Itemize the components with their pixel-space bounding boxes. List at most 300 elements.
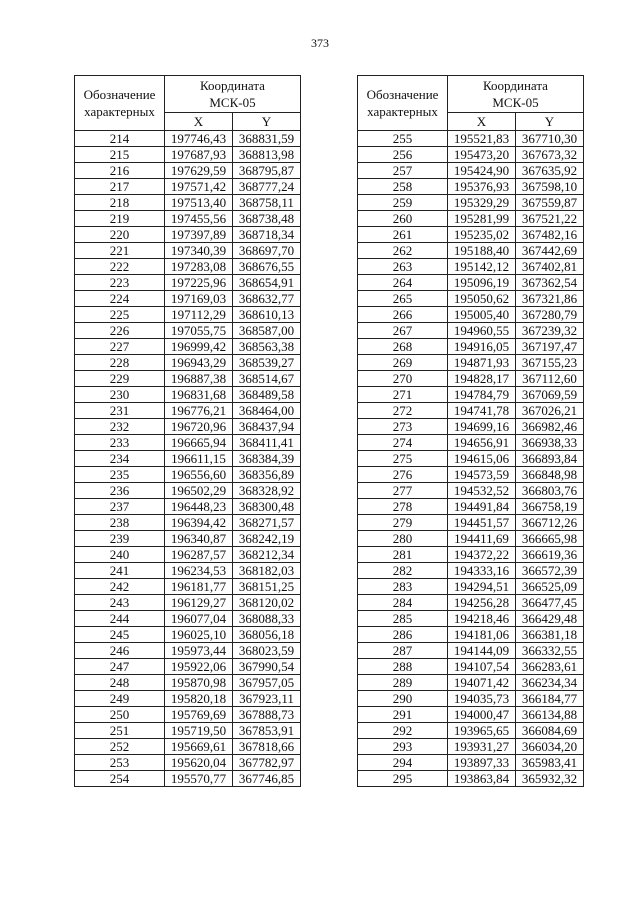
y-coordinate-cell: 368328,92 [233,483,301,499]
table-row [75,195,301,211]
table-row [75,275,301,291]
table-row [75,691,301,707]
y-coordinate-cell: 368654,91 [233,275,301,291]
y-coordinate-cell: 365983,41 [516,755,584,771]
table-row [358,531,584,547]
y-coordinate-cell: 366712,26 [516,515,584,531]
x-coordinate-cell: 195669,61 [165,739,233,755]
table-row [75,131,301,147]
x-coordinate-cell: 197340,39 [165,243,233,259]
table-row [75,563,301,579]
point-id-cell: 215 [75,147,165,163]
point-id-cell: 276 [358,467,448,483]
x-coordinate-cell: 195473,20 [448,147,516,163]
x-coordinate-cell: 194784,79 [448,387,516,403]
y-coordinate-cell: 366283,61 [516,659,584,675]
table-row [358,275,584,291]
header-designation-line: Обозначение [83,87,156,102]
y-coordinate-cell: 368539,27 [233,355,301,371]
x-coordinate-cell: 195424,90 [448,163,516,179]
table-row [75,483,301,499]
x-coordinate-cell: 196077,04 [165,611,233,627]
y-coordinate-cell: 366381,18 [516,627,584,643]
table-row [75,403,301,419]
x-coordinate-cell: 194451,57 [448,515,516,531]
table-row [75,659,301,675]
y-coordinate-cell: 368831,59 [233,131,301,147]
header-coordinate-line: МСК-05 [209,95,256,110]
x-coordinate-cell: 194333,16 [448,563,516,579]
x-coordinate-cell: 195188,40 [448,243,516,259]
x-coordinate-cell: 194828,17 [448,371,516,387]
y-coordinate-cell: 366848,98 [516,467,584,483]
y-coordinate-cell: 366572,39 [516,563,584,579]
table-row [75,531,301,547]
y-coordinate-cell: 367635,92 [516,163,584,179]
point-id-cell: 282 [358,563,448,579]
x-coordinate-cell: 194491,84 [448,499,516,515]
y-coordinate-cell: 366429,48 [516,611,584,627]
y-coordinate-cell: 368697,70 [233,243,301,259]
x-coordinate-cell: 197225,96 [165,275,233,291]
y-coordinate-cell: 368610,13 [233,307,301,323]
y-coordinate-cell: 366893,84 [516,451,584,467]
table-row [75,147,301,163]
point-id-cell: 224 [75,291,165,307]
x-coordinate-cell: 194960,55 [448,323,516,339]
header-y: Y [516,113,584,131]
table-row [358,675,584,691]
point-id-cell: 261 [358,227,448,243]
point-id-cell: 242 [75,579,165,595]
table-row [358,627,584,643]
y-coordinate-cell: 367853,91 [233,723,301,739]
table-row [358,515,584,531]
page-number: 373 [311,36,329,50]
table-row [358,483,584,499]
point-id-cell: 218 [75,195,165,211]
point-id-cell: 232 [75,419,165,435]
table-row [358,387,584,403]
y-coordinate-cell: 368587,00 [233,323,301,339]
x-coordinate-cell: 194144,09 [448,643,516,659]
y-coordinate-cell: 366477,45 [516,595,584,611]
point-id-cell: 216 [75,163,165,179]
header-designation-line: характерных [84,104,155,119]
y-coordinate-cell: 368632,77 [233,291,301,307]
y-coordinate-cell: 367710,30 [516,131,584,147]
y-coordinate-cell: 367026,21 [516,403,584,419]
x-coordinate-cell: 196556,60 [165,467,233,483]
table-row [75,723,301,739]
x-coordinate-cell: 197397,89 [165,227,233,243]
table-row [75,435,301,451]
x-coordinate-cell: 195973,44 [165,643,233,659]
header-coordinate-line: Координата [483,78,548,93]
y-coordinate-cell: 366803,76 [516,483,584,499]
y-coordinate-cell: 367280,79 [516,307,584,323]
y-coordinate-cell: 368151,25 [233,579,301,595]
x-coordinate-cell: 197571,42 [165,179,233,195]
x-coordinate-cell: 196887,38 [165,371,233,387]
y-coordinate-cell: 368514,67 [233,371,301,387]
y-coordinate-cell: 366665,98 [516,531,584,547]
y-coordinate-cell: 368777,24 [233,179,301,195]
y-coordinate-cell: 368356,89 [233,467,301,483]
table-row [358,707,584,723]
x-coordinate-cell: 197513,40 [165,195,233,211]
y-coordinate-cell: 368023,59 [233,643,301,659]
table-row [75,675,301,691]
x-coordinate-cell: 195620,04 [165,755,233,771]
table-row [358,163,584,179]
point-id-cell: 289 [358,675,448,691]
x-coordinate-cell: 196287,57 [165,547,233,563]
point-id-cell: 262 [358,243,448,259]
header-designation-line: Обозначение [366,87,439,102]
y-coordinate-cell: 367559,87 [516,195,584,211]
point-id-cell: 293 [358,739,448,755]
x-coordinate-cell: 195570,77 [165,771,233,787]
point-id-cell: 250 [75,707,165,723]
y-coordinate-cell: 366084,69 [516,723,584,739]
y-coordinate-cell: 368758,11 [233,195,301,211]
point-id-cell: 230 [75,387,165,403]
y-coordinate-cell: 367957,05 [233,675,301,691]
point-id-cell: 284 [358,595,448,611]
y-coordinate-cell: 367197,47 [516,339,584,355]
x-coordinate-cell: 195235,02 [448,227,516,243]
x-coordinate-cell: 196720,96 [165,419,233,435]
table-row [75,771,301,787]
y-coordinate-cell: 366184,77 [516,691,584,707]
point-id-cell: 217 [75,179,165,195]
x-coordinate-cell: 194071,42 [448,675,516,691]
y-coordinate-cell: 368813,98 [233,147,301,163]
x-coordinate-cell: 197687,93 [165,147,233,163]
coordinates-table-right [357,75,584,787]
table-row [75,371,301,387]
y-coordinate-cell: 368489,58 [233,387,301,403]
point-id-cell: 274 [358,435,448,451]
y-coordinate-cell: 366034,20 [516,739,584,755]
point-id-cell: 255 [358,131,448,147]
point-id-cell: 278 [358,499,448,515]
point-id-cell: 233 [75,435,165,451]
header-x: X [448,113,516,131]
x-coordinate-cell: 194871,93 [448,355,516,371]
x-coordinate-cell: 196831,68 [165,387,233,403]
x-coordinate-cell: 194741,78 [448,403,516,419]
point-id-cell: 257 [358,163,448,179]
y-coordinate-cell: 365932,32 [516,771,584,787]
table-row [75,259,301,275]
table-row [358,579,584,595]
x-coordinate-cell: 195719,50 [165,723,233,739]
x-coordinate-cell: 196181,77 [165,579,233,595]
y-coordinate-cell: 368384,39 [233,451,301,467]
y-coordinate-cell: 368718,34 [233,227,301,243]
x-coordinate-cell: 196234,53 [165,563,233,579]
table-row [358,259,584,275]
header-y: Y [233,113,301,131]
x-coordinate-cell: 196394,42 [165,515,233,531]
y-coordinate-cell: 368212,34 [233,547,301,563]
header-coordinate [165,76,301,113]
x-coordinate-cell: 195142,12 [448,259,516,275]
table-row [358,211,584,227]
y-coordinate-cell: 367818,66 [233,739,301,755]
point-id-cell: 235 [75,467,165,483]
point-id-cell: 246 [75,643,165,659]
x-coordinate-cell: 196340,87 [165,531,233,547]
x-coordinate-cell: 195376,93 [448,179,516,195]
y-coordinate-cell: 368120,02 [233,595,301,611]
table-row [75,755,301,771]
point-id-cell: 269 [358,355,448,371]
table-row [75,627,301,643]
table-row [358,547,584,563]
table-row [358,691,584,707]
x-coordinate-cell: 197283,08 [165,259,233,275]
y-coordinate-cell: 368242,19 [233,531,301,547]
x-coordinate-cell: 194218,46 [448,611,516,627]
point-id-cell: 231 [75,403,165,419]
table-row [75,611,301,627]
x-coordinate-cell: 194916,05 [448,339,516,355]
x-coordinate-cell: 196129,27 [165,595,233,611]
y-coordinate-cell: 367598,10 [516,179,584,195]
table-row [358,723,584,739]
x-coordinate-cell: 195096,19 [448,275,516,291]
table-row [358,435,584,451]
table-row [75,707,301,723]
point-id-cell: 259 [358,195,448,211]
table-row [358,243,584,259]
x-coordinate-cell: 193965,65 [448,723,516,739]
y-coordinate-cell: 367069,59 [516,387,584,403]
y-coordinate-cell: 367782,97 [233,755,301,771]
table-row [75,227,301,243]
y-coordinate-cell: 367990,54 [233,659,301,675]
point-id-cell: 225 [75,307,165,323]
y-coordinate-cell: 368411,41 [233,435,301,451]
point-id-cell: 260 [358,211,448,227]
y-coordinate-cell: 368437,94 [233,419,301,435]
x-coordinate-cell: 197455,56 [165,211,233,227]
table-row [358,771,584,787]
point-id-cell: 220 [75,227,165,243]
table-row [75,467,301,483]
point-id-cell: 253 [75,755,165,771]
point-id-cell: 270 [358,371,448,387]
x-coordinate-cell: 194411,69 [448,531,516,547]
point-id-cell: 254 [75,771,165,787]
point-id-cell: 234 [75,451,165,467]
point-id-cell: 236 [75,483,165,499]
y-coordinate-cell: 366938,33 [516,435,584,451]
table-row [358,179,584,195]
point-id-cell: 214 [75,131,165,147]
table-row [358,323,584,339]
x-coordinate-cell: 196448,23 [165,499,233,515]
y-coordinate-cell: 368271,57 [233,515,301,531]
y-coordinate-cell: 368738,48 [233,211,301,227]
y-coordinate-cell: 368676,55 [233,259,301,275]
point-id-cell: 237 [75,499,165,515]
header-designation-line: характерных [367,104,438,119]
x-coordinate-cell: 194615,06 [448,451,516,467]
x-coordinate-cell: 193897,33 [448,755,516,771]
table-row [75,451,301,467]
y-coordinate-cell: 367923,11 [233,691,301,707]
point-id-cell: 249 [75,691,165,707]
point-id-cell: 287 [358,643,448,659]
table-row [358,339,584,355]
x-coordinate-cell: 195870,98 [165,675,233,691]
x-coordinate-cell: 196502,29 [165,483,233,499]
x-coordinate-cell: 196665,94 [165,435,233,451]
point-id-cell: 267 [358,323,448,339]
table-row [358,371,584,387]
point-id-cell: 256 [358,147,448,163]
table-row [75,547,301,563]
point-id-cell: 221 [75,243,165,259]
x-coordinate-cell: 196776,21 [165,403,233,419]
point-id-cell: 279 [358,515,448,531]
x-coordinate-cell: 194000,47 [448,707,516,723]
y-coordinate-cell: 366234,34 [516,675,584,691]
table-row [358,419,584,435]
table-row [75,339,301,355]
table-row [358,467,584,483]
x-coordinate-cell: 194372,22 [448,547,516,563]
point-id-cell: 288 [358,659,448,675]
table-row [358,739,584,755]
x-coordinate-cell: 195521,83 [448,131,516,147]
table-row [358,403,584,419]
x-coordinate-cell: 193863,84 [448,771,516,787]
table-row [75,323,301,339]
x-coordinate-cell: 196999,42 [165,339,233,355]
y-coordinate-cell: 367442,69 [516,243,584,259]
table-row [75,579,301,595]
point-id-cell: 266 [358,307,448,323]
y-coordinate-cell: 367482,16 [516,227,584,243]
x-coordinate-cell: 195329,29 [448,195,516,211]
point-id-cell: 223 [75,275,165,291]
table-row [358,595,584,611]
point-id-cell: 285 [358,611,448,627]
table-row [358,147,584,163]
y-coordinate-cell: 367673,32 [516,147,584,163]
table-row [75,307,301,323]
y-coordinate-cell: 367746,85 [233,771,301,787]
header-designation [75,76,165,131]
y-coordinate-cell: 366332,55 [516,643,584,659]
point-id-cell: 226 [75,323,165,339]
x-coordinate-cell: 195922,06 [165,659,233,675]
y-coordinate-cell: 367521,22 [516,211,584,227]
point-id-cell: 290 [358,691,448,707]
y-coordinate-cell: 367239,32 [516,323,584,339]
y-coordinate-cell: 367888,73 [233,707,301,723]
point-id-cell: 271 [358,387,448,403]
y-coordinate-cell: 368795,87 [233,163,301,179]
x-coordinate-cell: 195769,69 [165,707,233,723]
x-coordinate-cell: 194181,06 [448,627,516,643]
point-id-cell: 258 [358,179,448,195]
point-id-cell: 295 [358,771,448,787]
point-id-cell: 252 [75,739,165,755]
point-id-cell: 283 [358,579,448,595]
point-id-cell: 265 [358,291,448,307]
table-row [358,227,584,243]
x-coordinate-cell: 196025,10 [165,627,233,643]
x-coordinate-cell: 196611,15 [165,451,233,467]
x-coordinate-cell: 194573,59 [448,467,516,483]
x-coordinate-cell: 194256,28 [448,595,516,611]
table-row [75,243,301,259]
x-coordinate-cell: 197055,75 [165,323,233,339]
x-coordinate-cell: 196943,29 [165,355,233,371]
point-id-cell: 273 [358,419,448,435]
y-coordinate-cell: 366525,09 [516,579,584,595]
y-coordinate-cell: 366982,46 [516,419,584,435]
x-coordinate-cell: 194656,91 [448,435,516,451]
table-row [75,211,301,227]
table-row [75,595,301,611]
y-coordinate-cell: 366134,88 [516,707,584,723]
point-id-cell: 294 [358,755,448,771]
x-coordinate-cell: 197169,03 [165,291,233,307]
point-id-cell: 268 [358,339,448,355]
table-row [75,291,301,307]
y-coordinate-cell: 366758,19 [516,499,584,515]
table-row [358,755,584,771]
y-coordinate-cell: 367362,54 [516,275,584,291]
x-coordinate-cell: 193931,27 [448,739,516,755]
table-row [358,611,584,627]
table-row [75,515,301,531]
point-id-cell: 263 [358,259,448,275]
table-row [75,419,301,435]
table-row [358,643,584,659]
y-coordinate-cell: 368300,48 [233,499,301,515]
point-id-cell: 244 [75,611,165,627]
table-row [75,355,301,371]
point-id-cell: 227 [75,339,165,355]
table-row [358,307,584,323]
x-coordinate-cell: 194107,54 [448,659,516,675]
coordinates-table-left [74,75,301,787]
point-id-cell: 229 [75,371,165,387]
y-coordinate-cell: 368182,03 [233,563,301,579]
table-body-right [358,131,584,787]
table-row [358,659,584,675]
point-id-cell: 222 [75,259,165,275]
y-coordinate-cell: 368088,33 [233,611,301,627]
x-coordinate-cell: 195050,62 [448,291,516,307]
table-row [75,739,301,755]
x-coordinate-cell: 194035,73 [448,691,516,707]
point-id-cell: 281 [358,547,448,563]
table-row [75,163,301,179]
y-coordinate-cell: 366619,36 [516,547,584,563]
y-coordinate-cell: 367402,81 [516,259,584,275]
point-id-cell: 272 [358,403,448,419]
x-coordinate-cell: 194294,51 [448,579,516,595]
